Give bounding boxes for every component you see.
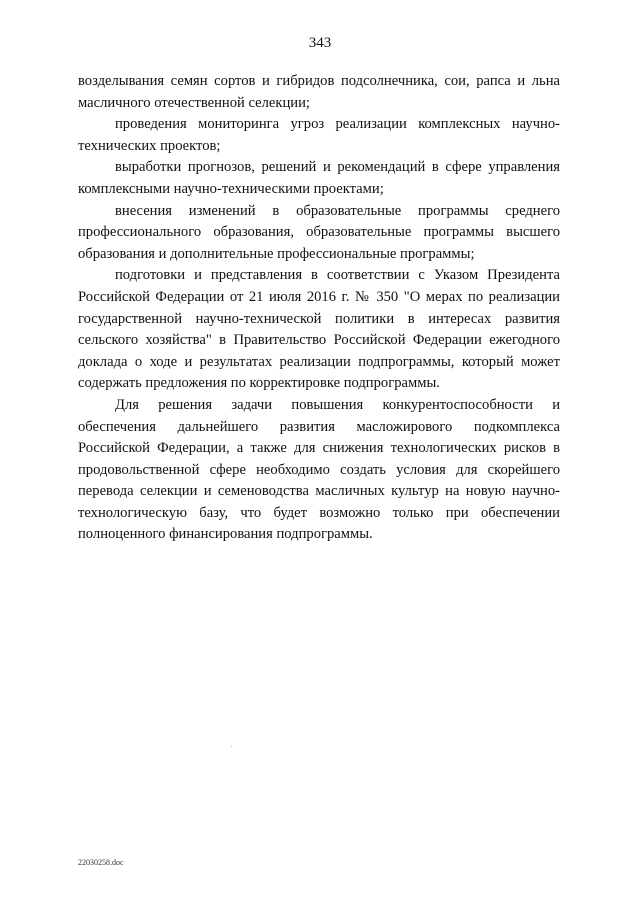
footer-document-code: 22030258.doc xyxy=(78,858,124,867)
paragraph-forecasts: выработки прогнозов, решений и рекомендаций в сфере управления комплексными научно-техническими проектами; xyxy=(78,159,560,197)
document-body xyxy=(78,71,560,546)
paragraph-education: внесения изменений в образовательные программы среднего профессионального образования, образовательные программы высшего образования и дополнительные профессиональные программы; xyxy=(78,202,560,262)
paragraph-conclusion: Для решения задачи повышения конкурентоспособности и обеспечения дальнейшего развития масложирового подкомплекса Российской Федерации, а также для снижения технологических рисков в продовольственной сфере необходимо создать условия для скорейшего перевода селекции и семеноводства масличных культур на новую научно-технологическую базу, что будет возможно только при обеспечении полноценного финансирования подпрограммы. xyxy=(78,396,560,543)
paragraph-seeds: возделывания семян сортов и гибридов подсолнечника, сои, рапса и льна масличного отечественной селекции; xyxy=(78,73,560,111)
paragraph-monitoring: проведения мониторинга угроз реализации комплексных научно-технических проектов; xyxy=(78,116,560,154)
page-number: 343 xyxy=(308,35,332,51)
paragraph-report: подготовки и представления в соответствии с Указом Президента Российской Федерации от 21 июля 2016 г. № 350 "О мерах по реализации государственной научно-технической политики в интересах развития сельского хозяйства" в Правительство Российской Федерации ежегодного доклада о ходе и результатах реализации подпрограммы, который может содержать предложения по корректировке подпрограммы. xyxy=(78,267,560,392)
scan-speck xyxy=(231,746,232,747)
